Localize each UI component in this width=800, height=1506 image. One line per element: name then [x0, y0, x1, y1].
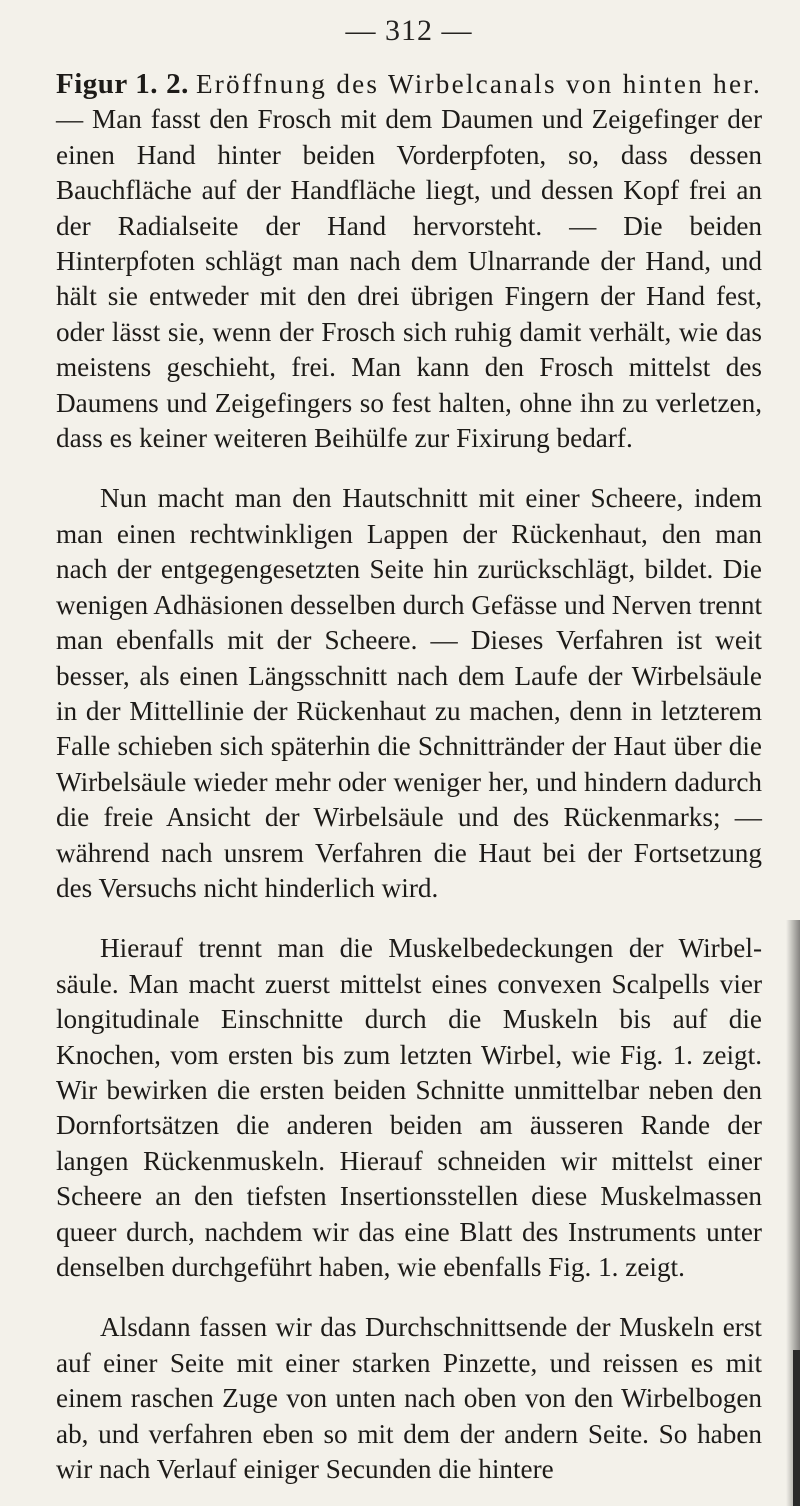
section-title: Eröffnung des Wirbelcanals von hinten her.: [195, 69, 762, 99]
page-number: — 312 —: [345, 14, 473, 47]
paragraph-1-text: — Man fasst den Frosch mit dem Daumen und Zeigefinger der einen Hand hinter beiden Vorderpfoten, so, dass dessen Bauchfläche auf der Handfläche liegt, und dessen Kopf frei an der Radialseite der Hand hervorsteht. — Die beiden Hinterpfoten schlägt man nach dem Ulnarrande der Hand, und hält sie entweder mit den drei übrigen Fingern der Hand fest, oder lässt sie, wenn der Frosch sich ruhig damit verhält, wie das meistens geschieht, frei. Man kann den Frosch mittelst des Daumens und Zeigefingers so fest halten, ohne ihn zu verletzen, dass es keiner weiteren Beihülfe zur Fixirung bedarf.: [56, 104, 762, 454]
paragraph-3: Hierauf trennt man die Muskelbedeckungen der Wirbelsäule. Man macht zuerst mittelst eines convexen Scalpells vier longitudinale Einschnitte durch die Muskeln bis auf die Knochen, vom ersten bis zum letzten Wirbel, wie Fig. 1. zeigt. Wir bewirken die ersten beiden Schnitte unmittelbar neben den Dornfortsätzen die anderen beiden am äusseren Rande der langen Rückenmuskeln. Hierauf schneiden wir mittelst einer Scheere an den tiefsten Insertionsstellen diese Muskelmassen queer durch, nachdem wir das eine Blatt des Instruments unter denselben durchgeführt haben, wie ebenfalls Fig. 1. zeigt.: [56, 933, 762, 1282]
paragraph-2: Nun macht man den Hautschnitt mit einer Scheere, indem man einen rechtwinkligen Lappen der Rückenhaut, den man nach der entgegengesetzten Seite hin zurückschlägt, bildet. Die wenigen Adhäsionen desselben durch Gefässe und Nerven trennt man ebenfalls mit der Scheere. — Dieses Verfahren ist weit besser, als einen Längsschnitt nach dem Laufe der Wirbelsäule in der Mittellinie der Rückenhaut zu machen, denn in letzterem Falle schieben sich späterhin die Schnittränder der Haut über die Wirbelsäule wieder mehr oder weniger her, und hindern dadurch die freie Ansicht der Wirbelsäule und des Rückenmarks; — während nach unsrem Verfahren die Haut bei der Fortsetzung des Versuchs nicht hinderlich wird.: [56, 483, 762, 903]
paragraph-4: Alsdann fassen wir das Durchschnittsende der Muskeln erst auf einer Seite mit einer starken Pinzette, und reissen es mit einem raschen Zuge von unten nach oben von den Wirbelbogen ab, und verfahren eben so mit dem der andern Seite. So haben wir nach Verlauf einiger Secunden die hintere: [56, 1312, 762, 1485]
figure-label: Figur 1. 2.: [56, 68, 189, 100]
paragraph-1: [56, 67, 762, 456]
page-edge-dark: [793, 1350, 800, 1506]
